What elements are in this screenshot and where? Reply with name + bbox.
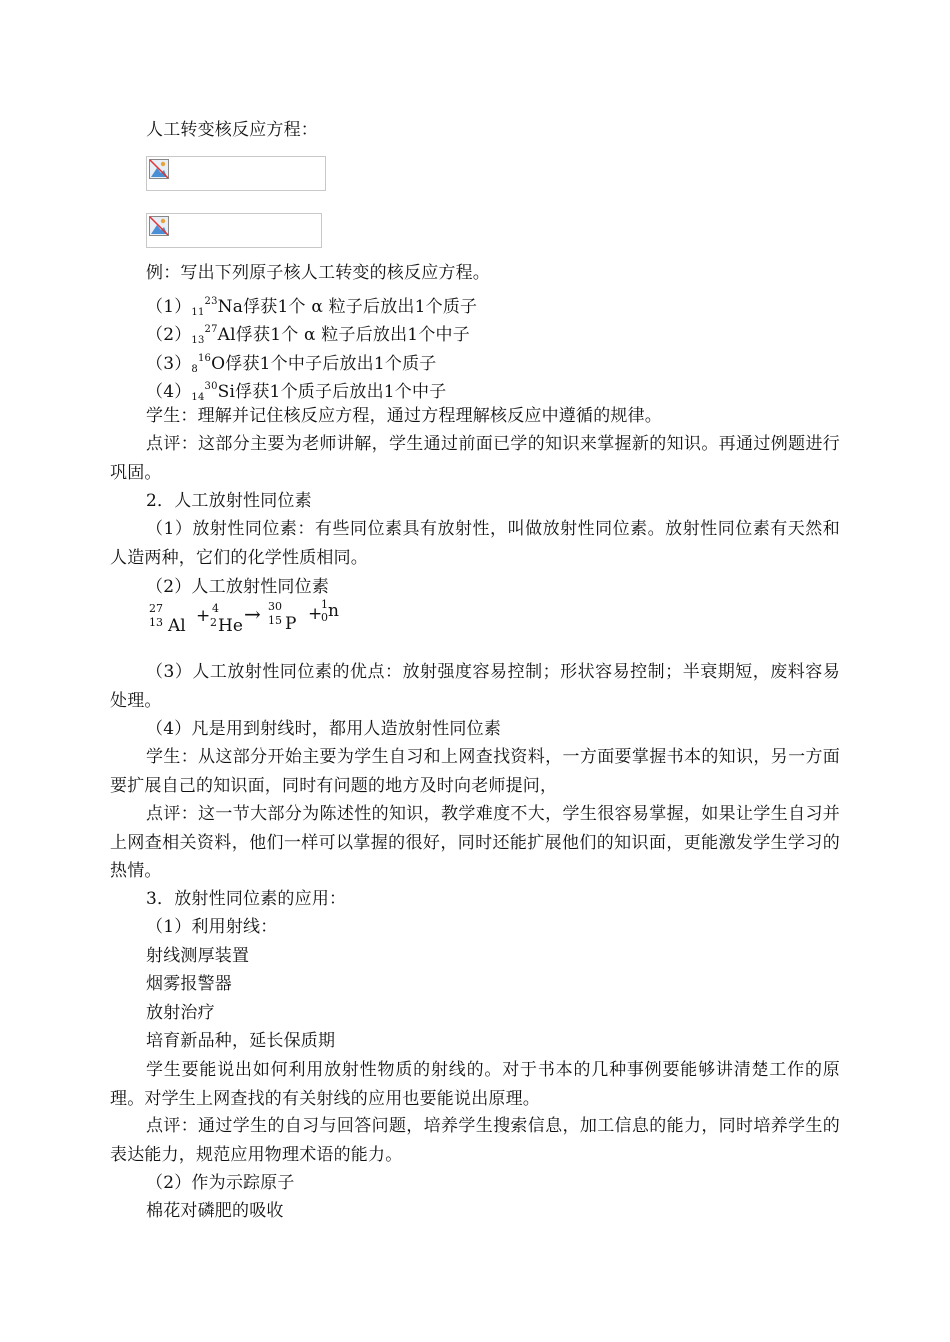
list-item: 放射治疗 — [146, 1003, 215, 1023]
comment-note: 点评：这部分主要为老师讲解，学生通过前面已学的知识来掌握新的知识。再通过例题进行巩固。 — [110, 434, 840, 483]
list-item: 射线测厚装置 — [146, 946, 250, 966]
nuclear-equation: 27 13 Al + 4 2 He → 30 15 P + 1 0 n — [149, 598, 339, 636]
list-item: （2）作为示踪原子 — [146, 1173, 295, 1193]
broken-image-icon — [149, 159, 169, 179]
example-item: $(1)_{11}^{23}Na$俘获1个 α 粒子后放出1个质子 — [146, 296, 478, 318]
list-item: （1）利用射线： — [146, 917, 278, 937]
list-item: （4）凡是用到射线时，都用人造放射性同位素 — [146, 719, 502, 739]
example-intro: 例：写出下列原子核人工转变的核反应方程。 — [146, 263, 490, 283]
section-title: 2．人工放射性同位素 — [146, 491, 312, 511]
student-note: 学生：从这部分开始主要为学生自习和上网查找资料，一方面要掌握书本的知识，另一方面要扩展自己的知识面，同时有问题的地方及时向老师提问， — [110, 747, 840, 796]
example-item: $(2)_{13}^{27}Al$俘获1个 α 粒子后放出1个中子 — [146, 324, 470, 346]
example-item: $(3)_8^{16}O$俘获1个中子后放出1个质子 — [146, 353, 437, 375]
list-item: 烟雾报警器 — [146, 974, 232, 994]
list-item: （3）人工放射性同位素的优点：放射强度容易控制；形状容易控制；半衰期短，废料容易处理。 — [110, 662, 840, 711]
broken-image-placeholder — [146, 213, 322, 248]
comment-note: 点评：通过学生的自习与回答问题，培养学生搜索信息，加工信息的能力，同时培养学生的表达能力，规范应用物理术语的能力。 — [110, 1116, 840, 1165]
heading-reaction-equations: 人工转变核反应方程： — [146, 120, 318, 140]
student-note: 学生要能说出如何利用放射性物质的射线的。对于书本的几种事例要能够讲清楚工作的原理。对学生上网查找的有关射线的应用也要能说出原理。 — [110, 1060, 840, 1109]
comment-note: 点评：这一节大部分为陈述性的知识，教学难度不大，学生很容易掌握，如果让学生自习并上网查相关资料，他们一样可以掌握的很好，同时还能扩展他们的知识面，更能激发学生学习的热情。 — [110, 804, 840, 881]
section-title: 3．放射性同位素的应用： — [146, 889, 347, 909]
broken-image-icon — [149, 216, 169, 236]
student-note: 学生：理解并记住核反应方程，通过方程理解核反应中遵循的规律。 — [146, 406, 662, 426]
list-item: 培育新品种，延长保质期 — [146, 1031, 336, 1051]
list-item: （1）放射性同位素：有些同位素具有放射性，叫做放射性同位素。放射性同位素有天然和人造两种，它们的化学性质相同。 — [110, 519, 840, 568]
broken-image-placeholder — [146, 156, 326, 191]
list-item: 棉花对磷肥的吸收 — [146, 1201, 284, 1221]
example-item: $(4)_{14}^{30}Si$俘获1个质子后放出1个中子 — [146, 381, 447, 403]
list-item: （2）人工放射性同位素 — [146, 577, 330, 597]
